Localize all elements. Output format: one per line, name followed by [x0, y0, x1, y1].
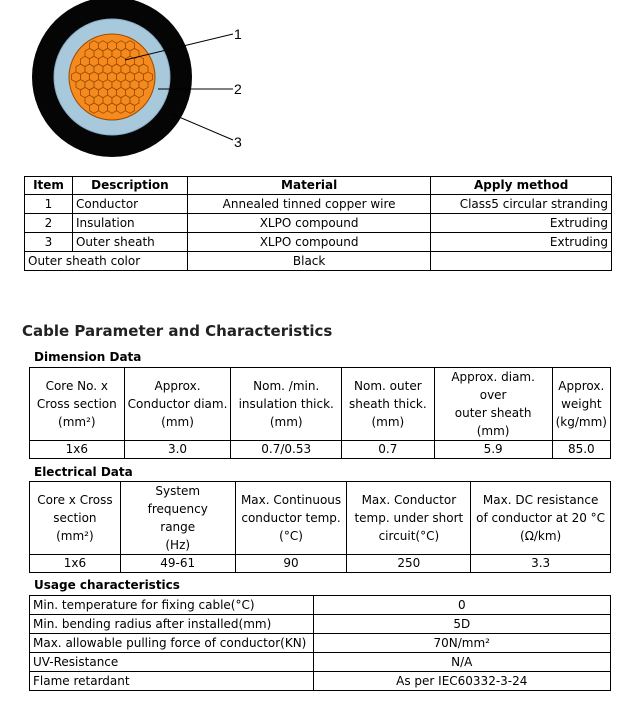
header-cell-line: insulation thick. [238, 397, 334, 411]
header-cell-line: sheath thick. [348, 397, 427, 411]
table-row [30, 653, 611, 672]
usage-label: Min. temperature for fixing cable(°C) [30, 596, 314, 615]
table-row [30, 555, 611, 573]
conductor-strand [117, 103, 126, 113]
usage-label: Max. allowable pulling force of conductor(KN) [30, 634, 314, 653]
header-cell-line: (mm) [476, 424, 510, 438]
usage-label: Flame retardant [30, 672, 314, 691]
cell-material: XLPO compound [187, 233, 430, 252]
cell-material: XLPO compound [187, 214, 430, 233]
callout-label-1: 1 [234, 26, 242, 42]
table-row [30, 596, 611, 615]
header-cell-line: Nom. /min. [253, 379, 320, 393]
header-cell-line: (mm) [161, 415, 194, 429]
usage-label: UV-Resistance [30, 653, 314, 672]
header-cell-line: weight [561, 397, 602, 411]
header-cell [347, 482, 471, 555]
header-cell [434, 368, 552, 441]
header-cell-line: Cross section [36, 397, 117, 411]
table-cell: 5.9 [434, 441, 552, 459]
header-cell-line: Core x Cross [37, 493, 113, 507]
conductor-strand [90, 103, 99, 113]
table-cell: 0.7/0.53 [231, 441, 342, 459]
table-cell: 49-61 [120, 555, 235, 573]
table-cell: 3.0 [124, 441, 231, 459]
header-description: Description [72, 177, 187, 195]
cell-item: 3 [25, 233, 73, 252]
header-cell [471, 482, 611, 555]
header-cell-line: (mm²) [58, 415, 96, 429]
header-cell-line: (mm²) [56, 529, 94, 543]
table-row [30, 615, 611, 634]
header-cell-line: Approx. [154, 379, 201, 393]
usage-table [29, 595, 611, 691]
callout-label-2: 2 [234, 81, 242, 97]
header-cell-line: Max. Conductor [361, 493, 457, 507]
usage-value: N/A [313, 653, 610, 672]
electrical-data-title: Electrical Data [34, 465, 133, 479]
table-row [30, 441, 611, 459]
header-cell-line: range [160, 520, 196, 534]
conductor-strand [99, 103, 108, 113]
table-row [30, 672, 611, 691]
section-title: Cable Parameter and Characteristics [22, 322, 333, 340]
table-cell: 3.3 [471, 555, 611, 573]
header-cell-line: Approx. [558, 379, 605, 393]
table-cell: 0.7 [342, 441, 435, 459]
header-cell-line: (Hz) [165, 538, 191, 552]
header-cell-line: Nom. outer [354, 379, 422, 393]
header-cell [231, 368, 342, 441]
table-row [25, 233, 612, 252]
header-cell-line: (°C) [279, 529, 303, 543]
usage-label: Min. bending radius after installed(mm) [30, 615, 314, 634]
usage-value: 70N/mm² [313, 634, 610, 653]
cell-description: Conductor [72, 195, 187, 214]
components-header-row [25, 177, 612, 195]
conductor-strand [126, 103, 135, 113]
sheath-color-empty [431, 252, 612, 271]
usage-characteristics-title: Usage characteristics [34, 578, 180, 592]
electrical-table [29, 481, 611, 573]
header-cell-line: Core No. x [45, 379, 109, 393]
dimension-table [29, 367, 611, 459]
header-cell-line: (mm) [371, 415, 405, 429]
header-cell-line: (mm) [269, 415, 303, 429]
usage-value: As per IEC60332-3-24 [313, 672, 610, 691]
header-cell-line: outer sheath [454, 406, 532, 420]
callout-line-3 [172, 114, 233, 140]
cell-item: 1 [25, 195, 73, 214]
electrical-header-row [30, 482, 611, 555]
table-cell: 250 [347, 555, 471, 573]
header-cell-line: section [53, 511, 97, 525]
header-cell-line: circuit(°C) [378, 529, 440, 543]
table-cell: 1x6 [30, 441, 125, 459]
table-cell: 90 [235, 555, 347, 573]
conductor-strand [108, 103, 117, 113]
usage-value: 5D [313, 615, 610, 634]
header-cell [120, 482, 235, 555]
header-cell-line: Max. DC resistance [482, 493, 599, 507]
cell-description: Insulation [72, 214, 187, 233]
header-cell [124, 368, 231, 441]
header-cell-line: (Ω/km) [520, 529, 562, 543]
header-cell [30, 368, 125, 441]
usage-value: 0 [313, 596, 610, 615]
header-cell [552, 368, 610, 441]
sheath-color-label: Outer sheath color [25, 252, 188, 271]
callout-label-3: 3 [234, 134, 242, 150]
header-cell [30, 482, 121, 555]
header-apply-method: Apply method [431, 177, 612, 195]
table-cell: 1x6 [30, 555, 121, 573]
sheath-color-row [25, 252, 612, 271]
cell-description: Outer sheath [72, 233, 187, 252]
header-cell-line: Approx. diam. over [451, 370, 535, 402]
sheath-color-value: Black [187, 252, 430, 271]
cable-cross-section-diagram [0, 0, 260, 160]
dimension-data-title: Dimension Data [34, 350, 142, 364]
cell-method: Extruding [431, 214, 612, 233]
header-cell-line: conductor temp. [241, 511, 341, 525]
header-cell-line: of conductor at 20 °C [476, 511, 606, 525]
table-row [25, 214, 612, 233]
components-table [24, 176, 612, 271]
header-material: Material [187, 177, 430, 195]
header-cell-line: (kg/mm) [555, 415, 607, 429]
cell-material: Annealed tinned copper wire [187, 195, 430, 214]
table-row [30, 634, 611, 653]
header-cell-line: Max. Continuous [240, 493, 342, 507]
header-cell [235, 482, 347, 555]
header-item: Item [25, 177, 73, 195]
dimension-header-row [30, 368, 611, 441]
cell-method: Class5 circular stranding [431, 195, 612, 214]
table-row [25, 195, 612, 214]
table-cell: 85.0 [552, 441, 610, 459]
header-cell-line: temp. under short [354, 511, 464, 525]
header-cell-line: System frequency [147, 484, 208, 516]
header-cell [342, 368, 435, 441]
cell-method: Extruding [431, 233, 612, 252]
cell-item: 2 [25, 214, 73, 233]
header-cell-line: Conductor diam. [127, 397, 228, 411]
